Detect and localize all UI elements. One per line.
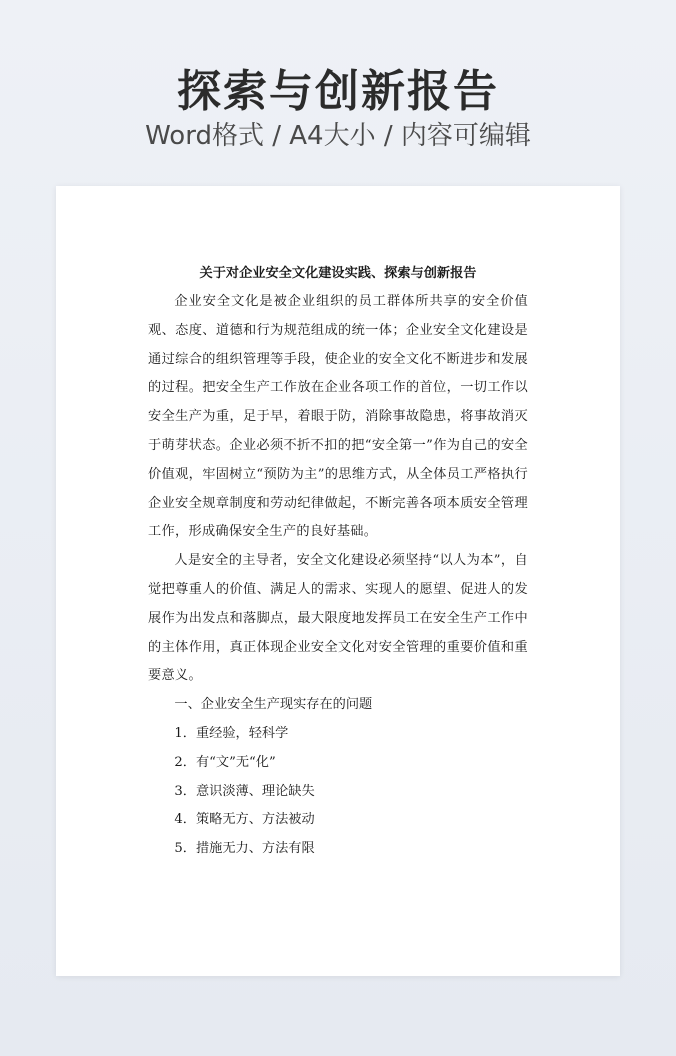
- banner-title: 探索与创新报告: [177, 66, 499, 117]
- document-body: [148, 260, 528, 864]
- list-item: 1．重经验，轻科学: [174, 725, 289, 741]
- list-item: 4．策略无方、方法被动: [174, 812, 315, 828]
- document-title: 关于对企业安全文化建设实践、探索与创新报告: [199, 266, 477, 281]
- list-item: 2．有“文”无“化”: [174, 754, 276, 770]
- list-item: 5．措施无力、方法有限: [174, 841, 315, 857]
- paragraph-2: 人是安全的主导者，安全文化建设必须坚持“以人为本”，自觉把尊重人的价值、满足人的需求、实现人的愿望、促进人的发展作为出发点和落脚点，最大限度地发挥员工在安全生产工作中的主体作用，真正体现企业安全文化对安全管理的重要价值和重要意义。: [148, 553, 528, 684]
- section-heading: 一、企业安全生产现实存在的问题: [174, 697, 373, 713]
- document-page: [56, 186, 620, 976]
- list-item: 3．意识淡薄、理论缺失: [174, 783, 315, 799]
- banner-subtitle: Word格式 / A4大小 / 内容可编辑: [145, 121, 531, 151]
- paragraph-1: 企业安全文化是被企业组织的员工群体所共享的安全价值观、态度、道德和行为规范组成的统一体；企业安全文化建设是通过综合的组织管理等手段，使企业的安全文化不断进步和发展的过程。把安全生产工作放在企业各项工作的首位，一切工作以安全生产为重，足于早，着眼于防，消除事故隐患，将事故消灭于萌芽状态。企业必须不折不扣的把“安全第一”作为自己的安全价值观，牢固树立“预防为主”的思维方式，从全体员工严格执行企业安全规章制度和劳动纪律做起，不断完善各项本质安全管理工作，形成确保安全生产的良好基础。: [148, 294, 528, 540]
